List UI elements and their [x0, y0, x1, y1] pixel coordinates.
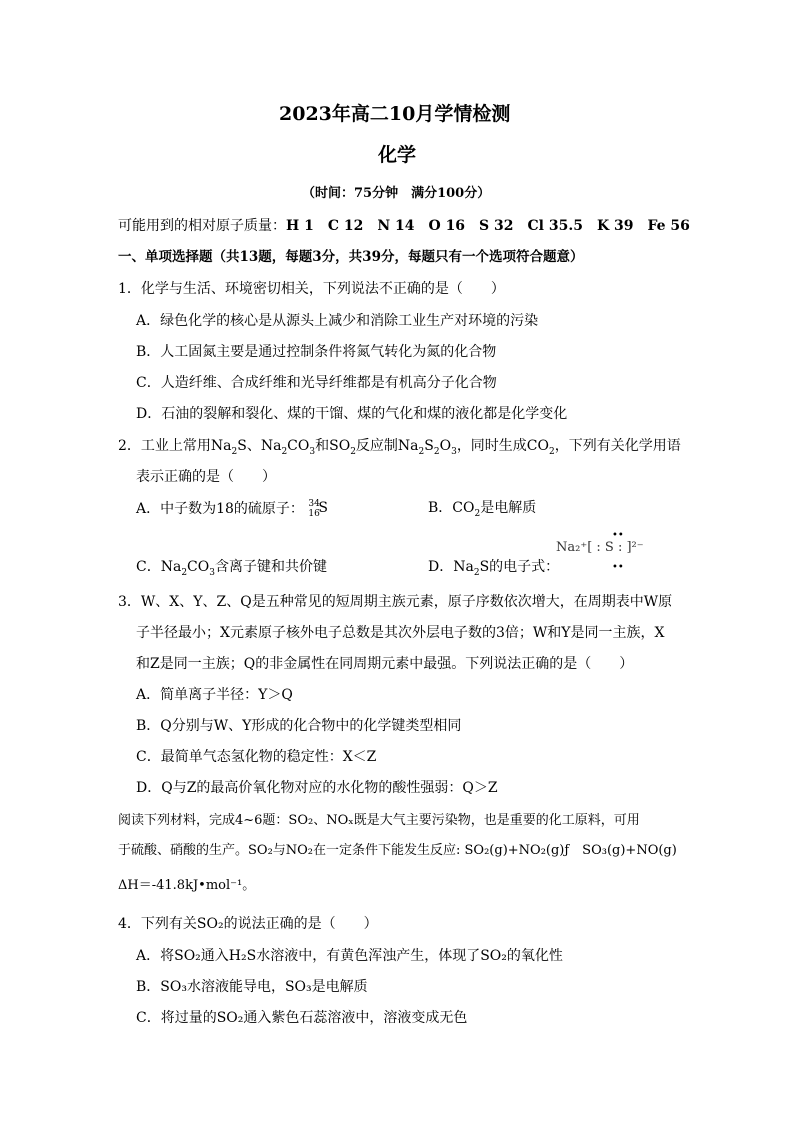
reading-line2: 于硫酸、硝酸的生产。SO₂与NO₂在一定条件下能发生反应: SO₂(g)+NO₂(g)ƒ SO₃(g)+NO(g): [118, 843, 677, 858]
time-info: （时间：75分钟 满分100分）: [302, 186, 491, 201]
q4-option-a: A．将SO₂通入H₂S水溶液中，有黄色浑浊产生，体现了SO₂的氧化性: [136, 948, 563, 964]
q4-stem: 4．下列有关SO₂的说法正确的是（ ）: [118, 916, 378, 932]
q3-option-b: B．Q分别与W、Y形成的化合物中的化学键类型相同: [136, 718, 462, 734]
q1-option-a: A．绿色化学的核心是从源头上减少和消除工业生产对环境的污染: [136, 313, 539, 329]
electron-formula: Na₂⁺[ : S : ]²⁻: [556, 540, 644, 555]
q1-option-b: B．人工固氮主要是通过控制条件将氮气转化为氮的化合物: [136, 344, 497, 360]
q2-option-d: D．$Na_2S$的电子式：: [428, 559, 560, 578]
subject-title: 化学: [378, 144, 417, 166]
exam-title: 2023年高二10月学情检测: [279, 103, 511, 125]
reading-line3: ΔH＝-41.8kJ•mol⁻¹。: [118, 878, 256, 893]
q1-stem: 1．化学与生活、环境密切相关，下列说法不正确的是（ ）: [118, 281, 505, 297]
q2-option-b: B．$CO_2$是电解质: [428, 500, 537, 519]
q1-option-d: D．石油的裂解和裂化、煤的干馏、煤的气化和煤的液化都是化学变化: [136, 406, 568, 422]
q3-stem-line1: 3．W、X、Y、Z、Q是五种常见的短周期主族元素，原子序数依次增大，在周期表中W原: [118, 594, 673, 610]
q2-option-a: A．中子数为18的硫原子： 34 16 S: [136, 499, 330, 518]
q3-option-d: D．Q与Z的最高价氧化物对应的水化物的酸性强弱：Q＞Z: [136, 780, 498, 796]
q4-option-c: C．将过量的SO₂通入紫色石蕊溶液中，溶液变成无色: [136, 1010, 468, 1026]
q3-stem-line2: 子半径最小；X元素原子核外电子总数是其次外层电子数的3倍；W和Y是同一主族，X: [136, 625, 665, 641]
atomic-mass-label: 可能用到的相对原子质量：: [118, 218, 286, 234]
q4-option-b: B．SO₃水溶液能导电，SO₃是电解质: [136, 979, 368, 995]
electron-dots-bottom: ••: [612, 562, 624, 573]
section-heading: 一、单项选择题（共13题，每题3分，共39分，每题只有一个选项符合题意）: [118, 249, 584, 265]
atomic-mass-values: H 1 C 12 N 14 O 16 S 32 Cl 35.5 K 39 Fe 56: [286, 218, 690, 234]
reading-line1: 阅读下列材料，完成4~6题：SO₂、NOₓ既是大气主要污染物，也是重要的化工原料，可用: [118, 813, 640, 828]
q2-stem-line2: 表示正确的是（ ）: [136, 469, 276, 485]
q2-option-c: C．$Na_2CO_3$含离子键和共价键: [136, 559, 327, 578]
q3-option-c: C．最简单气态氢化物的稳定性：X＜Z: [136, 749, 377, 765]
sulfur-nuclide: 34 16 S: [308, 499, 328, 519]
electron-dots-top: ••: [612, 530, 624, 541]
q3-option-a: A．简单离子半径：Y＞Q: [136, 687, 293, 703]
atomic-mass-line: [118, 217, 690, 235]
q3-stem-line3: 和Z是同一主族；Q的非金属性在同周期元素中最强。下列说法正确的是（ ）: [136, 656, 634, 672]
q2-stem: 2．工业上常用$Na_2S$、$Na_2CO_3$和$SO_2$反应制$Na_2S_2O_3$，同时生成$CO_2$，下列有关化学用语: [118, 438, 681, 457]
q1-option-c: C．人造纤维、合成纤维和光导纤维都是有机高分子化合物: [136, 375, 497, 391]
